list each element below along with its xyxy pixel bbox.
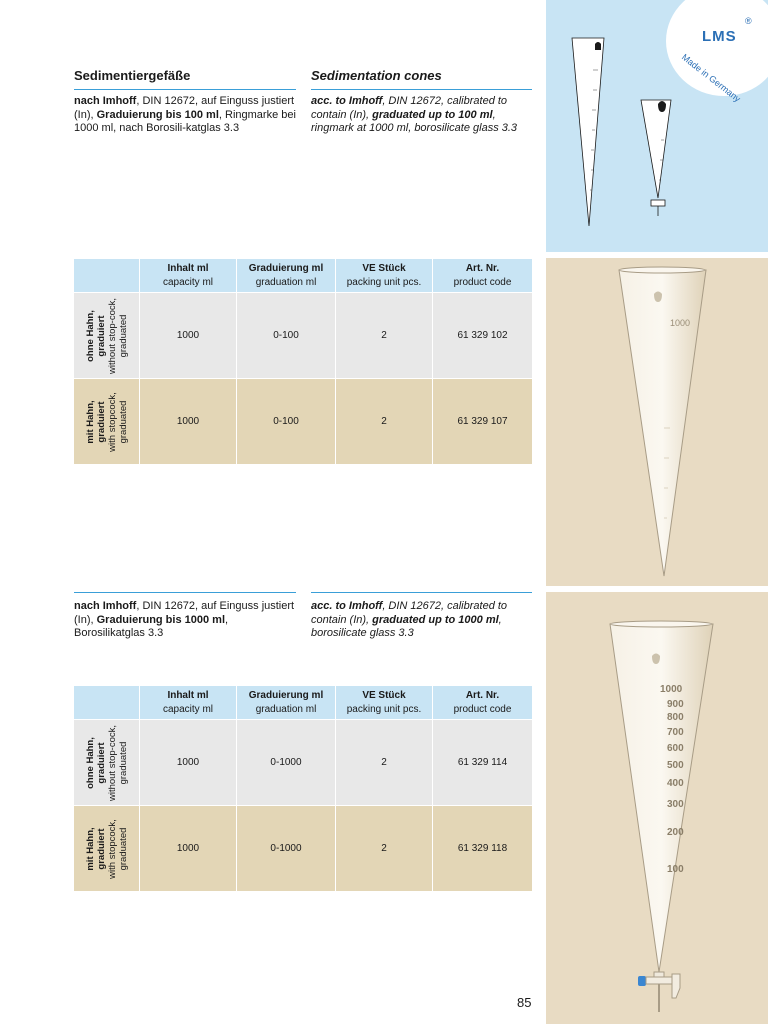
header-code (433, 686, 532, 720)
table-row (74, 379, 532, 465)
emphasis-text: graduated up to 1000 ml (372, 613, 499, 626)
emphasis-text: acc. to Imhoff (311, 95, 383, 107)
scale-label: 100 (667, 864, 684, 875)
header-code (433, 259, 532, 293)
description-de (74, 600, 296, 641)
header-label-de: Inhalt ml (167, 262, 209, 274)
divider (74, 592, 296, 593)
packing-cell: 2 (336, 806, 433, 892)
header-packing (336, 686, 433, 720)
header-capacity (140, 259, 237, 293)
header-label-de: VE Stück (362, 262, 406, 274)
divider (311, 592, 532, 593)
graduation-cell: 0-100 (237, 379, 336, 465)
emphasis-text: Graduierung bis 1000 ml (96, 613, 225, 626)
capacity-cell: 1000 (140, 806, 237, 892)
brand-logo: LMS (702, 28, 737, 45)
capacity-cell: 1000 (140, 720, 237, 806)
product-code-cell: 61 329 118 (433, 806, 532, 892)
header-label-en: product code (453, 276, 512, 288)
table-header (74, 259, 532, 293)
header-graduation (237, 686, 336, 720)
section-title-de: Sedimentiergefäße (74, 68, 296, 90)
scale-label: 200 (667, 827, 684, 838)
packing-cell: 2 (336, 379, 433, 465)
emphasis-text: graduated up to 100 ml (372, 108, 493, 121)
graduation-cell: 0-1000 (237, 806, 336, 892)
header-label-de: VE Stück (362, 689, 406, 701)
packing-cell: 2 (336, 293, 433, 379)
emphasis-text: nach Imhoff (74, 600, 137, 612)
product-table (74, 686, 532, 892)
description-en (311, 600, 532, 641)
header-blank (74, 259, 140, 293)
row-label-de: mit Hahn, graduiert (84, 399, 107, 444)
row-label-de: mit Hahn, graduiert (84, 826, 107, 871)
header-blank (74, 686, 140, 720)
scale-label: 500 (667, 760, 684, 771)
header-label-de: Inhalt ml (167, 689, 209, 701)
row-label-en: without stop-cock, graduated (106, 724, 129, 801)
row-label-en: with stopcock, graduated (106, 818, 129, 879)
row-label (74, 806, 140, 892)
emphasis-text: acc. to Imhoff (311, 600, 383, 612)
description-en (311, 95, 532, 136)
product-photo-large (546, 592, 768, 1024)
product-code-cell: 61 329 102 (433, 293, 532, 379)
product-photo-small (546, 258, 768, 586)
registered-mark: ® (745, 16, 752, 26)
header-packing (336, 259, 433, 293)
scale-label: 700 (667, 727, 684, 738)
row-label (74, 379, 140, 465)
row-label-de: ohne Hahn, graduiert (84, 309, 107, 362)
header-capacity (140, 686, 237, 720)
capacity-cell: 1000 (140, 293, 237, 379)
capacity-cell: 1000 (140, 379, 237, 465)
scale-label-1000: 1000 (670, 318, 691, 328)
row-label (74, 293, 140, 379)
cone-photo-stopcock (546, 592, 768, 1024)
table-row (74, 806, 532, 892)
row-label (74, 720, 140, 806)
table-row (74, 293, 532, 379)
logo-tagline: Made in Germany (679, 52, 743, 104)
row-label-en: without stop-cock, graduated (106, 297, 129, 374)
product-code-cell: 61 329 107 (433, 379, 532, 465)
scale-label: 400 (667, 778, 684, 789)
row-label-de: ohne Hahn, graduiert (84, 736, 107, 789)
header-label-de: Graduierung ml (248, 689, 324, 701)
header-label-en: packing unit pcs. (346, 703, 422, 715)
header-label-de: Art. Nr. (465, 689, 500, 701)
body-text: , Ringmarke bei 1000 ml, nach Borosili-katglas 3.3 (74, 108, 296, 134)
product-table (74, 259, 532, 465)
table-row (74, 720, 532, 806)
body-text: , DIN 12672, calibrated to contain (In), (311, 95, 508, 121)
graduation-cell: 0-100 (237, 293, 336, 379)
header-graduation (237, 259, 336, 293)
body-text: , DIN 12672, calibrated to contain (In), (311, 600, 508, 626)
header-label-de: Art. Nr. (465, 262, 500, 274)
scale-label: 300 (667, 799, 684, 810)
graduation-cell: 0-1000 (237, 720, 336, 806)
header-label-en: capacity ml (162, 276, 213, 288)
description-de (74, 95, 296, 136)
emphasis-text: nach Imhoff (74, 95, 137, 107)
header-label-en: product code (453, 703, 512, 715)
emphasis-text: Graduierung bis 100 ml (96, 108, 219, 121)
page-number: 85 (517, 995, 532, 1010)
product-code-cell: 61 329 114 (433, 720, 532, 806)
scale-label: 600 (667, 743, 684, 754)
body-text: , Borosilikatglas 3.3 (74, 613, 229, 639)
scale-label: 800 (667, 712, 684, 723)
section-title-en: Sedimentation cones (311, 68, 532, 90)
header-label-en: capacity ml (162, 703, 213, 715)
header-label-en: graduation ml (255, 276, 317, 288)
table-header (74, 686, 532, 720)
header-label-en: packing unit pcs. (346, 276, 422, 288)
body-text: , DIN 12672, auf Einguss justiert (In), (74, 95, 295, 121)
body-text: , ringmark at 1000 ml, borosilicate glass 3.3 (311, 108, 518, 134)
header-label-en: graduation ml (255, 703, 317, 715)
body-text: , DIN 12672, auf Einguss justiert (In), (74, 600, 295, 626)
cone-photo (546, 258, 768, 586)
scale-label: 900 (667, 699, 684, 710)
body-text: , borosilicate glass 3.3 (311, 613, 502, 639)
scale-label: 1000 (660, 684, 683, 695)
packing-cell: 2 (336, 720, 433, 806)
header-label-de: Graduierung ml (248, 262, 324, 274)
row-label-en: with stopcock, graduated (106, 391, 129, 452)
